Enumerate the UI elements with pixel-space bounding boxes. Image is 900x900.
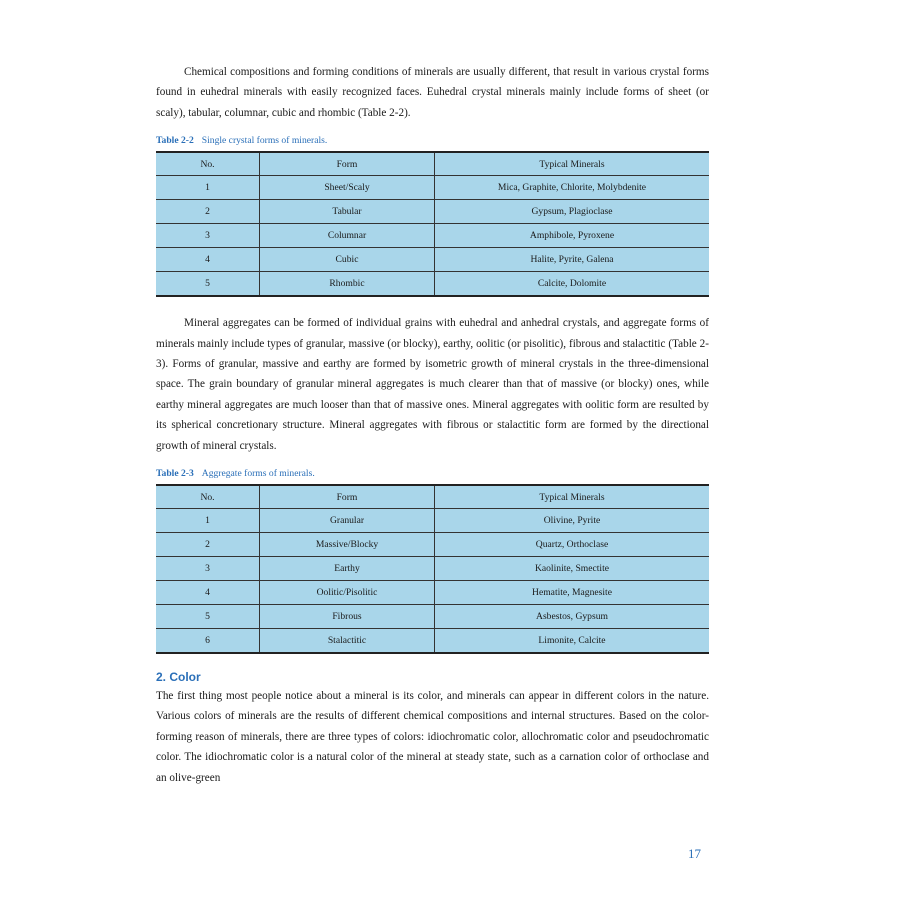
table-header-row [156, 152, 709, 176]
cell-typical-minerals: Kaolinite, Smectite [435, 557, 710, 581]
cell-no: 2 [156, 200, 260, 224]
cell-form: Fibrous [260, 605, 435, 629]
paragraph-crystal-forms: Chemical compositions and forming conditions of minerals are usually different, that result in various crystal forms found in euhedral minerals with easily recognized faces. Euhedral crystal minerals mainly include forms of sheet (or scaly), tabular, columnar, cubic and rhombic (Table 2-2). [156, 66, 709, 119]
table-2-3-caption [156, 468, 709, 479]
table-row [156, 224, 709, 248]
cell-typical-minerals: Olivine, Pyrite [435, 509, 710, 533]
table-row [156, 629, 709, 654]
cell-form: Granular [260, 509, 435, 533]
table-2-3-number: Table 2-3 [156, 468, 194, 480]
table-row [156, 533, 709, 557]
table-row [156, 176, 709, 200]
table-header-row [156, 485, 709, 509]
cell-form: Oolitic/Pisolitic [260, 581, 435, 605]
cell-form: Columnar [260, 224, 435, 248]
table-row [156, 605, 709, 629]
cell-typical-minerals: Quartz, Orthoclase [435, 533, 710, 557]
table-2-2 [156, 151, 709, 297]
cell-no: 5 [156, 605, 260, 629]
cell-form: Stalactitic [260, 629, 435, 654]
cell-no: 4 [156, 248, 260, 272]
cell-form: Rhombic [260, 272, 435, 297]
cell-typical-minerals: Limonite, Calcite [538, 635, 606, 647]
cell-typical-minerals: Asbestos, Gypsum [435, 605, 710, 629]
cell-typical-minerals: Halite, Pyrite, Galena [435, 248, 710, 272]
column-header-no: No. [156, 485, 260, 509]
table-row [156, 200, 709, 224]
table-row [156, 248, 709, 272]
cell-typical-minerals: Hematite, Magnesite [435, 581, 710, 605]
cell-form: Sheet/Scaly [260, 176, 435, 200]
cell-no: 3 [156, 224, 260, 248]
column-header-form: Form [260, 485, 435, 509]
cell-no: 1 [156, 509, 260, 533]
table-2-2-number: Table 2-2 [156, 135, 194, 147]
table-2-3-title: Aggregate forms of minerals. [201, 468, 315, 480]
cell-typical-minerals: Amphibole, Pyroxene [435, 224, 710, 248]
cell-no: 4 [156, 581, 260, 605]
column-header-typical-minerals: Typical Minerals [435, 152, 710, 176]
table-row [156, 557, 709, 581]
table-2-2-caption [156, 135, 709, 146]
cell-typical-minerals: Mica, Graphite, Chlorite, Molybdenite [435, 176, 710, 200]
cell-no: 2 [156, 533, 260, 557]
cell-no: 5 [205, 278, 210, 290]
paragraph-color: The first thing most people notice about a mineral is its color, and minerals can appear in different colors in the nature. Various colors of minerals are the results of different chemical compositions and internal structures. Based on the color-forming reason of minerals, there are three types of colors: idiochromatic color, allochromatic color and pseudochromatic color. The idiochromatic color is a natural color of the mineral at steady state, such as a carnation color of orthoclase and an olive-green [156, 690, 709, 784]
column-header-typical-minerals: Typical Minerals [435, 485, 710, 509]
table-2-3 [156, 484, 709, 654]
paragraph-aggregate-forms: Mineral aggregates can be formed of individual grains with euhedral and anhedral crystals, and aggregate forms of minerals mainly include types of granular, massive (or blocky), earthy, oolitic (or pisolitic), fibrous and stalactitic (Table 2-3). Forms of granular, massive and earthy are formed by isometric growth of mineral crystals in the three-dimensional space. The grain boundary of granular mineral aggregates is much clearer than that of massive (or blocky) ones, while earthy mineral aggregates are much looser than that of massive ones. Mineral aggregates with oolitic form are resulted by its spherical concretionary structure. Mineral aggregates with fibrous or stalactitic form are formed by the directional growth of mineral crystals. [156, 317, 709, 452]
page-content [156, 62, 709, 788]
cell-form: Massive/Blocky [260, 533, 435, 557]
table-row [156, 581, 709, 605]
cell-typical-minerals: Calcite, Dolomite [537, 278, 607, 290]
column-header-no: No. [156, 152, 260, 176]
cell-no: 1 [156, 176, 260, 200]
table-2-2-title: Single crystal forms of minerals. [201, 135, 328, 147]
cell-no: 6 [205, 635, 210, 647]
cell-typical-minerals: Gypsum, Plagioclase [435, 200, 710, 224]
table-row [156, 272, 709, 297]
column-header-form: Form [260, 152, 435, 176]
cell-no: 3 [156, 557, 260, 581]
table-row [156, 509, 709, 533]
section-heading-color: 2. Color [156, 670, 201, 685]
cell-form: Tabular [260, 200, 435, 224]
page-number: 17 [688, 846, 701, 861]
cell-form: Cubic [260, 248, 435, 272]
cell-form: Earthy [260, 557, 435, 581]
